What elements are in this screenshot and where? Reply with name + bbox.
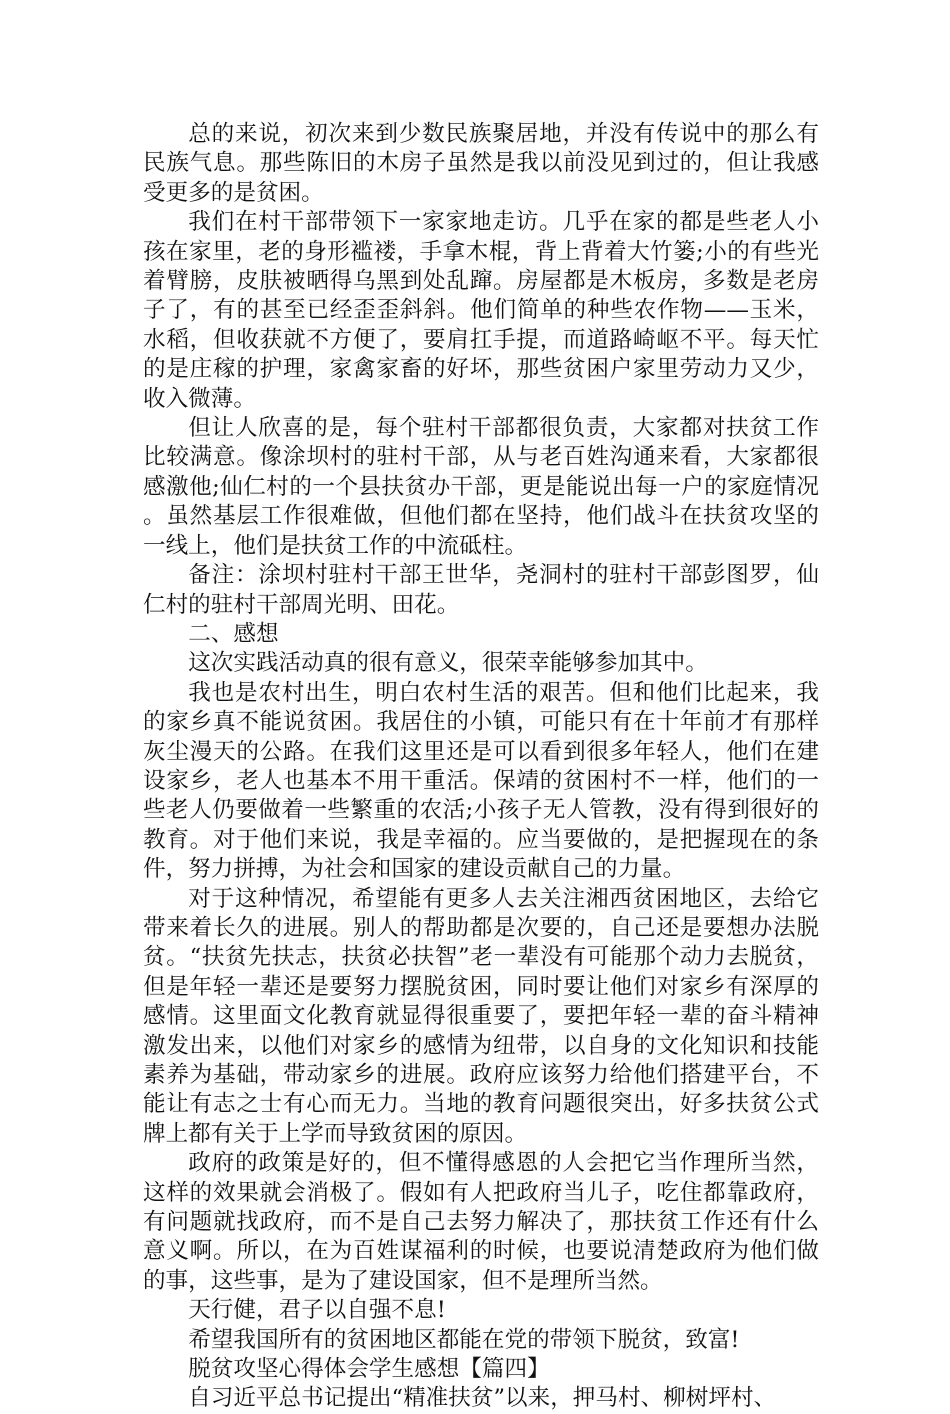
paragraph-first-impression: 总的来说，初次来到少数民族聚居地，并没有传说中的那么有民族气息。那些陈旧的木房子虽然是我以前没见到过的，但让我感受更多的是贫困。 [143, 121, 819, 206]
paragraph-part-four-start: 自习近平总书记提出“精准扶贫”以来，押马村、柳树坪村、 [188, 1385, 777, 1412]
paragraph-motto: 天行健，君子以自强不息! [188, 1297, 446, 1324]
article-title-part-four: 脱贫攻坚心得体会学生感想【篇四】 [188, 1356, 550, 1383]
document-body [143, 120, 819, 1414]
section-heading-thoughts: 二、感想 [188, 620, 279, 647]
paragraph-hometown: 我也是农村出生，明白农村生活的艰苦。但和他们比起来，我的家乡真不能说贫困。我居住的小镇，可能只有在十年前才有那样灰尘漫天的公路。在我们这里还是可以看到很多年轻人，他们在建设家乡，老人也基本不用干重活。保靖的贫困村不一样，他们的一些老人仍要做着一些繁重的农活;小孩子无人管教，没有得到很好的教育。对于他们来说，我是幸福的。应当要做的，是把握现在的条件，努力拼搏，为社会和国家的建设贡献自己的力量。 [143, 679, 819, 883]
paragraph-education: 对于这种情况，希望能有更多人去关注湘西贫困地区，去给它带来着长久的进展。别人的帮助都是次要的，自己还是要想办法脱贫。“扶贫先扶志，扶贫必扶智”老一辈没有可能那个动力去脱贫，但是年轻一辈还是要努力摆脱贫困，同时要让他们对家乡有深厚的感情。这里面文化教育就显得很重要了，要把年轻一辈的奋斗精神激发出来，以他们对家乡的感情为纽带，以自身的文化知识和技能素养为基础，带动家乡的进展。政府应该努力给他们搭建平台，不能让有志之士有心而无力。当地的教育问题很突出，好多扶贫公式牌上都有关于上学而导致贫困的原因。 [143, 885, 819, 1147]
paragraph-hope: 希望我国所有的贫困地区都能在党的带领下脱贫，致富! [188, 1326, 740, 1353]
paragraph-village-cadres: 但让人欣喜的是，每个驻村干部都很负责，大家都对扶贫工作比较满意。像涂坝村的驻村干部，从与老百姓沟通来看，大家都很感激他;仙仁村的一个县扶贫办干部，更是能说出每一户的家庭情况。虽然基层工作很难做，但他们都在坚持，他们战斗在扶贫攻坚的一线上，他们是扶贫工作的中流砥柱。 [143, 415, 819, 559]
paragraph-note: 备注：涂坝村驻村干部王世华，尧洞村的驻村干部彭图罗，仙仁村的驻村干部周光明、田花。 [143, 562, 819, 618]
paragraph-village-visit: 我们在村干部带领下一家家地走访。几乎在家的都是些老人小孩在家里，老的身形褴褛，手拿木棍，背上背着大竹篓;小的有些光着臂膀，皮肤被晒得乌黑到处乱蹿。房屋都是木板房，多数是老房子了，有的甚至已经歪歪斜斜。他们简单的种些农作物——玉米，水稻，但收获就不方便了，要肩扛手提，而道路崎岖不平。每天忙的是庄稼的护理，家禽家畜的好坏，那些贫困户家里劳动力又少，收入微薄。 [143, 209, 819, 412]
paragraph-meaningful: 这次实践活动真的很有意义，很荣幸能够参加其中。 [188, 650, 708, 677]
paragraph-policy: 政府的政策是好的，但不懂得感恩的人会把它当作理所当然，这样的效果就会消极了。假如有人把政府当儿子，吃住都靠政府，有问题就找政府，而不是自己去努力解决了，那扶贫工作还有什么意义啊。所以，在为百姓谋福利的时候，也要说清楚政府为他们做的事，这些事，是为了建设国家，但不是理所当然。 [143, 1150, 819, 1294]
